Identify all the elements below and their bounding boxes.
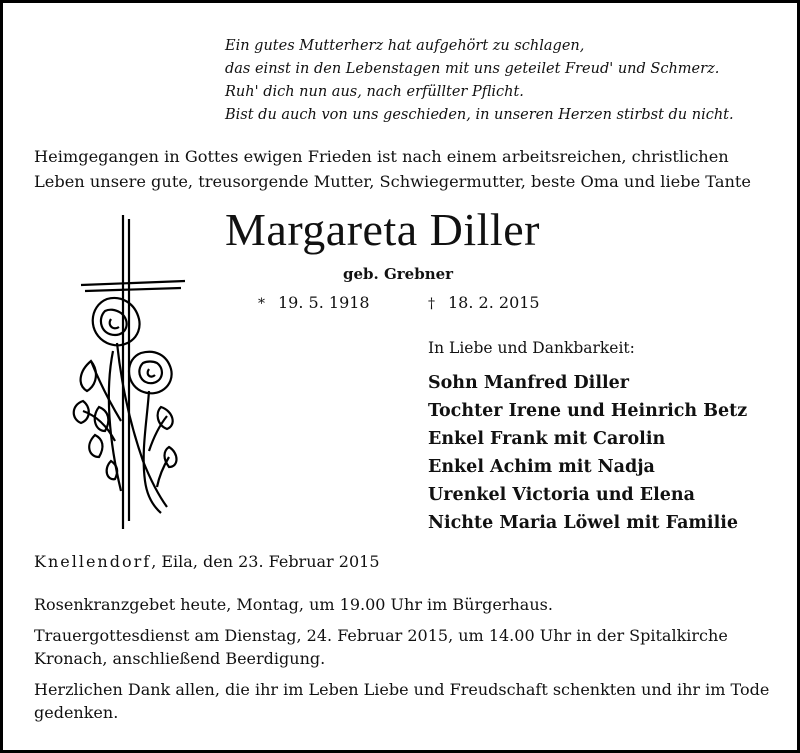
mourners-list [428, 369, 747, 537]
death-block [428, 293, 540, 312]
death-dagger-icon: † [428, 296, 435, 312]
mourner-name: Urenkel Victoria und Elena [428, 485, 695, 505]
thanks-line: Herzlichen Dank allen, die ihr im Leben Liebe und Freudschaft schenkten und ihr im Tode [34, 680, 770, 699]
place-town: Knellendorf [34, 552, 152, 571]
poem-line: Ruh' dich nun aus, nach erfüllter Pflicht. [225, 84, 524, 100]
mourner-name: Enkel Frank mit Carolin [428, 429, 666, 449]
mourner-name: Nichte Maria Löwel mit Familie [428, 513, 739, 533]
intro-line: Heimgegangen in Gottes ewigen Frieden ist nach einem arbeitsreichen, christlichen [34, 147, 729, 166]
place-and-date [34, 552, 380, 571]
rosary-notice: Rosenkranzgebet heute, Montag, um 19.00 Uhr im Bürgerhaus. [34, 595, 553, 614]
birth-date: 19. 5. 1918 [278, 293, 370, 312]
intro-text [34, 144, 774, 194]
mourner-name: Sohn Manfred Diller [428, 373, 629, 393]
poem-line: Ein gutes Mutterherz hat aufgehört zu schlagen, [225, 38, 585, 54]
cross-with-roses-icon [69, 211, 189, 531]
mourner-name: Tochter Irene und Heinrich Betz [428, 401, 748, 421]
service-notice-line: Kronach, anschließend Beerdigung. [34, 649, 326, 668]
service-notice-line: Trauergottesdienst am Dienstag, 24. Februar 2015, um 14.00 Uhr in der Spitalkirche [34, 626, 728, 645]
death-date: 18. 2. 2015 [448, 293, 540, 312]
deceased-name: Margareta Diller [225, 204, 540, 255]
life-dates [258, 293, 540, 312]
poem-line: das einst in den Lebenstagen mit uns geteilet Freud' und Schmerz. [225, 61, 720, 77]
mourners-heading: In Liebe und Dankbarkeit: [428, 339, 635, 357]
intro-line: Leben unsere gute, treusorgende Mutter, Schwiegermutter, beste Oma und liebe Tante [34, 172, 752, 191]
maiden-name: geb. Grebner [343, 265, 454, 283]
poem-line: Bist du auch von uns geschieden, in unseren Herzen stirbst du nicht. [225, 107, 734, 123]
place-rest: , Eila, den 23. Februar 2015 [151, 552, 380, 571]
thanks-line: gedenken. [34, 703, 119, 722]
birth-star-icon: * [258, 296, 265, 312]
funeral-details [34, 593, 774, 724]
memorial-poem [225, 35, 765, 127]
mourner-name: Enkel Achim mit Nadja [428, 457, 655, 477]
